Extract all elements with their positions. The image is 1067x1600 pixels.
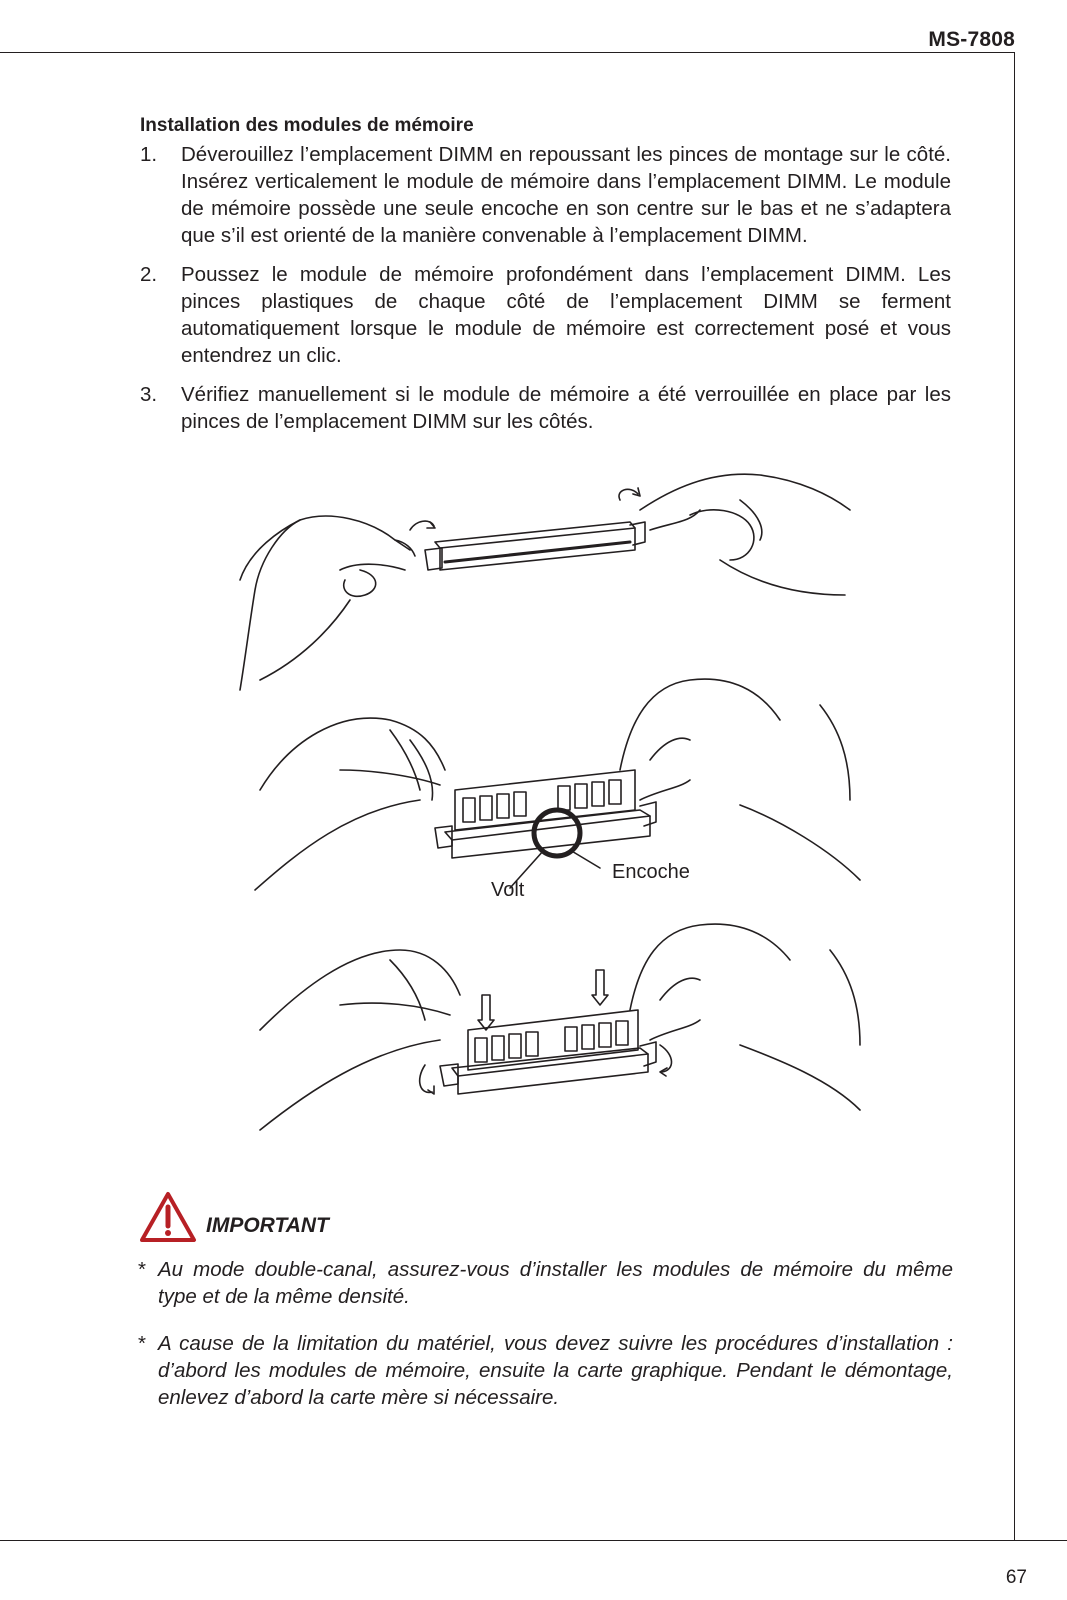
note-bullet: * bbox=[138, 1258, 146, 1281]
panel-open-slot bbox=[240, 474, 850, 690]
dimm-installation-illustration bbox=[220, 470, 900, 1170]
step-text: Vérifiez manuellement si le module de mémoire a été verrouillée en place par les pinces de l’emplacement DIMM sur les côtés. bbox=[181, 383, 951, 433]
important-title: IMPORTANT bbox=[206, 1214, 329, 1237]
important-notice bbox=[138, 1190, 958, 1431]
step-2 bbox=[140, 261, 951, 369]
footer-rule bbox=[0, 1540, 1067, 1541]
header-rule bbox=[0, 52, 1015, 53]
note-text: A cause de la limitation du matériel, vous devez suivre les procédures d’installation : d’abord les modules de mémoire, ensuite la carte graphique. Pendant le démontage, enlevez d’abord la carte mère si nécessaire. bbox=[158, 1332, 953, 1409]
step-number: 2. bbox=[140, 263, 158, 286]
label-volt: Volt bbox=[491, 879, 525, 901]
step-3 bbox=[140, 381, 951, 435]
step-1 bbox=[140, 141, 951, 249]
label-encoche: Encoche bbox=[612, 861, 690, 883]
step-text: Déverouillez l’emplacement DIMM en repoussant les pinces de montage sur le côté. Insérez verticalement le module de mémoire dans l’emplacement DIMM. Le module de mémoire possède une seule encoche en son centre sur le bas et ne s’adaptera que s’il est orienté de la manière convenable à l’emplacement DIMM. bbox=[181, 143, 951, 247]
note-bullet: * bbox=[138, 1332, 146, 1355]
panel-lock-module bbox=[260, 924, 860, 1130]
note-item bbox=[138, 1256, 953, 1310]
step-number: 1. bbox=[140, 143, 158, 166]
section-title: Installation des modules de mémoire bbox=[140, 115, 474, 136]
important-heading bbox=[138, 1190, 958, 1246]
note-text: Au mode double-canal, assurez-vous d’installer les modules de mémoire du même type et de la même densité. bbox=[158, 1258, 953, 1308]
important-notes bbox=[138, 1256, 953, 1411]
step-number: 3. bbox=[140, 383, 158, 406]
note-item bbox=[138, 1330, 953, 1411]
installation-steps bbox=[140, 141, 951, 447]
header-model: MS-7808 bbox=[928, 28, 1015, 51]
panel-insert-module bbox=[255, 679, 860, 890]
side-rule bbox=[1014, 52, 1015, 1540]
page-number: 67 bbox=[1005, 1567, 1027, 1588]
warning-triangle-icon bbox=[138, 1190, 198, 1244]
step-text: Poussez le module de mémoire profondément dans l’emplacement DIMM. Les pinces plastiques de chaque côté de l’emplacement DIMM se ferment automatiquement lorsque le module de mémoire est correctement posé et vous entendrez un clic. bbox=[181, 263, 951, 367]
